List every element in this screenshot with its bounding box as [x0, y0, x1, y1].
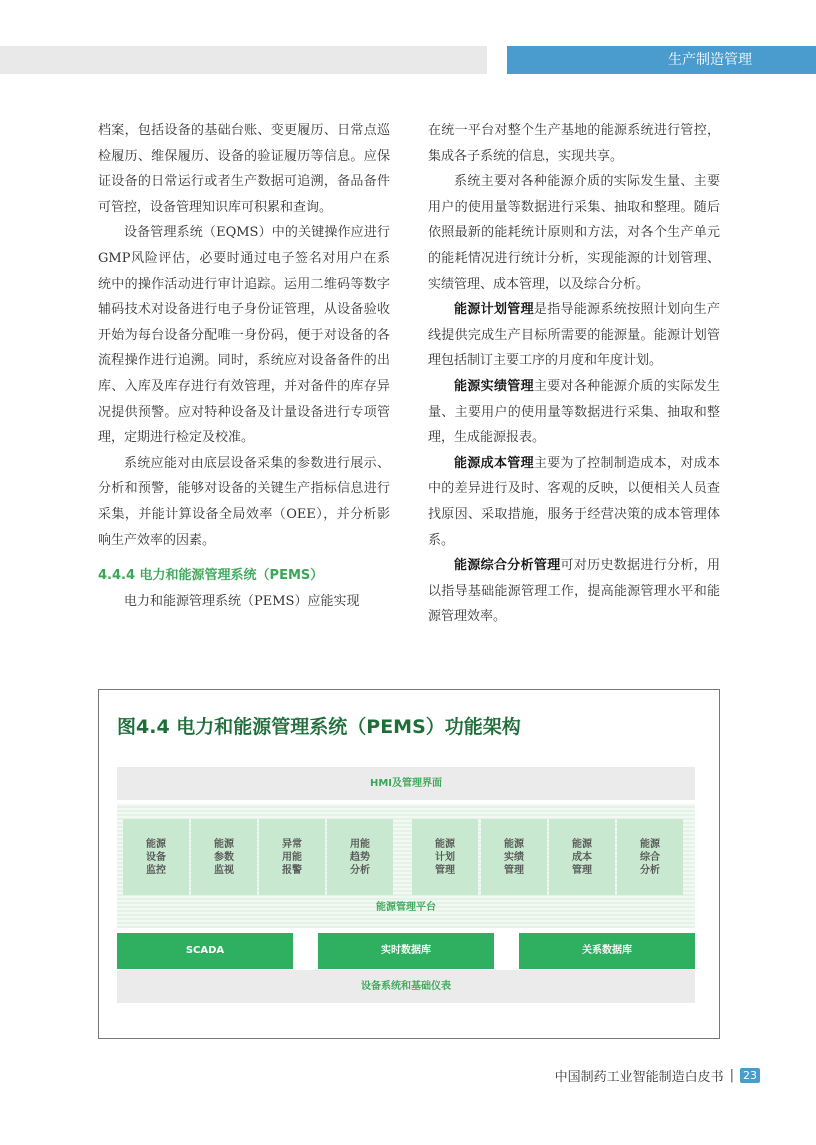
paragraph: 设备管理系统（EQMS）中的关键操作应进行GMP风险评估，必要时通过电子签名对用户在系统中的操作活动进行审计追踪。运用二维码等数字辅码技术对设备进行电子身份证管理，从设备验收开始为每台设备分配唯一身份码，便于对设备的各流程操作进行追溯。同时，系统应对设备备件的出库、入库及库存进行有效管理，并对备件的库存异况提供预警。应对特种设备及计量设备进行专项管理，定期进行检定及校准。: [98, 225, 390, 446]
page-footer: [555, 1066, 760, 1084]
module-label: 能源综合分析: [640, 838, 660, 876]
right-column: [428, 118, 720, 630]
module-label: 用能趋势分析: [350, 838, 370, 876]
paragraph: [428, 553, 720, 630]
module-box: [123, 819, 189, 895]
paragraph: 系统应能对由底层设备采集的参数进行展示、分析和预警，能够对设备的关键生产指标信息进行采集，并能计算设备全局效率（OEE），并分析影响生产效率的因素。: [98, 455, 390, 548]
header-section-bar: [507, 46, 816, 74]
footer-separator: |: [729, 1067, 734, 1083]
realtime-db-box: 实时数据库: [318, 933, 494, 969]
module-label: 能源实绩管理: [504, 838, 524, 876]
module-label: 能源计划管理: [435, 838, 455, 876]
module-label: 异常用能报警: [282, 838, 302, 876]
module-label: 能源设备监控: [146, 838, 166, 876]
header-gray-bar: [0, 46, 487, 74]
paragraph: [428, 374, 720, 451]
book-title: 中国制药工业智能制造白皮书: [554, 1069, 724, 1085]
term-description: 主要为了控制制造成本，对成本中的差异进行及时、客观的反映，以便相关人员查找原因、采取措施，服务于经营决策的成本管理体系。: [428, 455, 720, 548]
term-description: 主要对各种能源介质的实际发生量、主要用户的使用量等数据进行采集、抽取和整理，生成能源报表。: [428, 378, 720, 446]
paragraph: 电力和能源管理系统（PEMS）应能实现: [124, 593, 360, 609]
term-description: 可对历史数据进行分析，用以指导基础能源管理工作，提高能源管理水平和能源管理效率。: [428, 558, 720, 625]
module-box: [412, 819, 478, 895]
term-bold: 能源实绩管理: [454, 378, 534, 394]
device-layer: 设备系统和基础仪表: [117, 970, 695, 1003]
term-bold: 能源综合分析管理: [454, 558, 561, 574]
paragraph: 在统一平台对整个生产基地的能源系统进行管控，集成各子系统的信息，实现共享。: [428, 123, 720, 164]
term-description: 是指导能源系统按照计划向生产线提供完成生产目标所需要的能源量。能源计划管理包括制订主要工序的月度和年度计划。: [428, 302, 720, 369]
module-box: [259, 819, 325, 895]
section-title: 生产制造管理: [668, 52, 752, 68]
module-box: [617, 819, 683, 895]
figure-title: 图4.4 电力和能源管理系统（PEMS）功能架构: [117, 716, 521, 738]
module-label: 能源成本管理: [572, 838, 592, 876]
scada-box: SCADA: [117, 933, 293, 969]
module-box: [549, 819, 615, 895]
module-label: 能源参数监视: [214, 838, 234, 876]
figure-box: [98, 689, 720, 1039]
platform-label: 能源管理平台: [376, 902, 436, 913]
paragraph: [428, 297, 720, 374]
term-bold: 能源成本管理: [454, 455, 534, 471]
module-box: [481, 819, 547, 895]
paragraph: [428, 451, 720, 553]
relational-db-box: 关系数据库: [519, 933, 695, 969]
term-bold: 能源计划管理: [454, 302, 534, 318]
left-column: [98, 118, 390, 614]
paragraph: 系统主要对各种能源介质的实际发生量、主要用户的使用量等数据进行采集、抽取和整理。随后依照最新的能耗统计原则和方法，对各个生产单元的能耗情况进行统计分析，实现能源的计划管理、实绩管理、成本管理，以及综合分析。: [428, 174, 720, 292]
hmi-layer: HMI及管理界面: [117, 767, 695, 800]
paragraph: 档案，包括设备的基础台账、变更履历、日常点巡检履历、维保履历、设备的验证履历等信息。应保证设备的日常运行或者生产数据可追溯，备品备件可管控，设备管理知识库可积累和查询。: [98, 123, 390, 215]
platform-layer: [117, 804, 695, 928]
module-box: [191, 819, 257, 895]
section-heading: 4.4.4 电力和能源管理系统（PEMS）: [98, 568, 324, 584]
module-box: [327, 819, 393, 895]
page-number: 23: [740, 1068, 760, 1083]
